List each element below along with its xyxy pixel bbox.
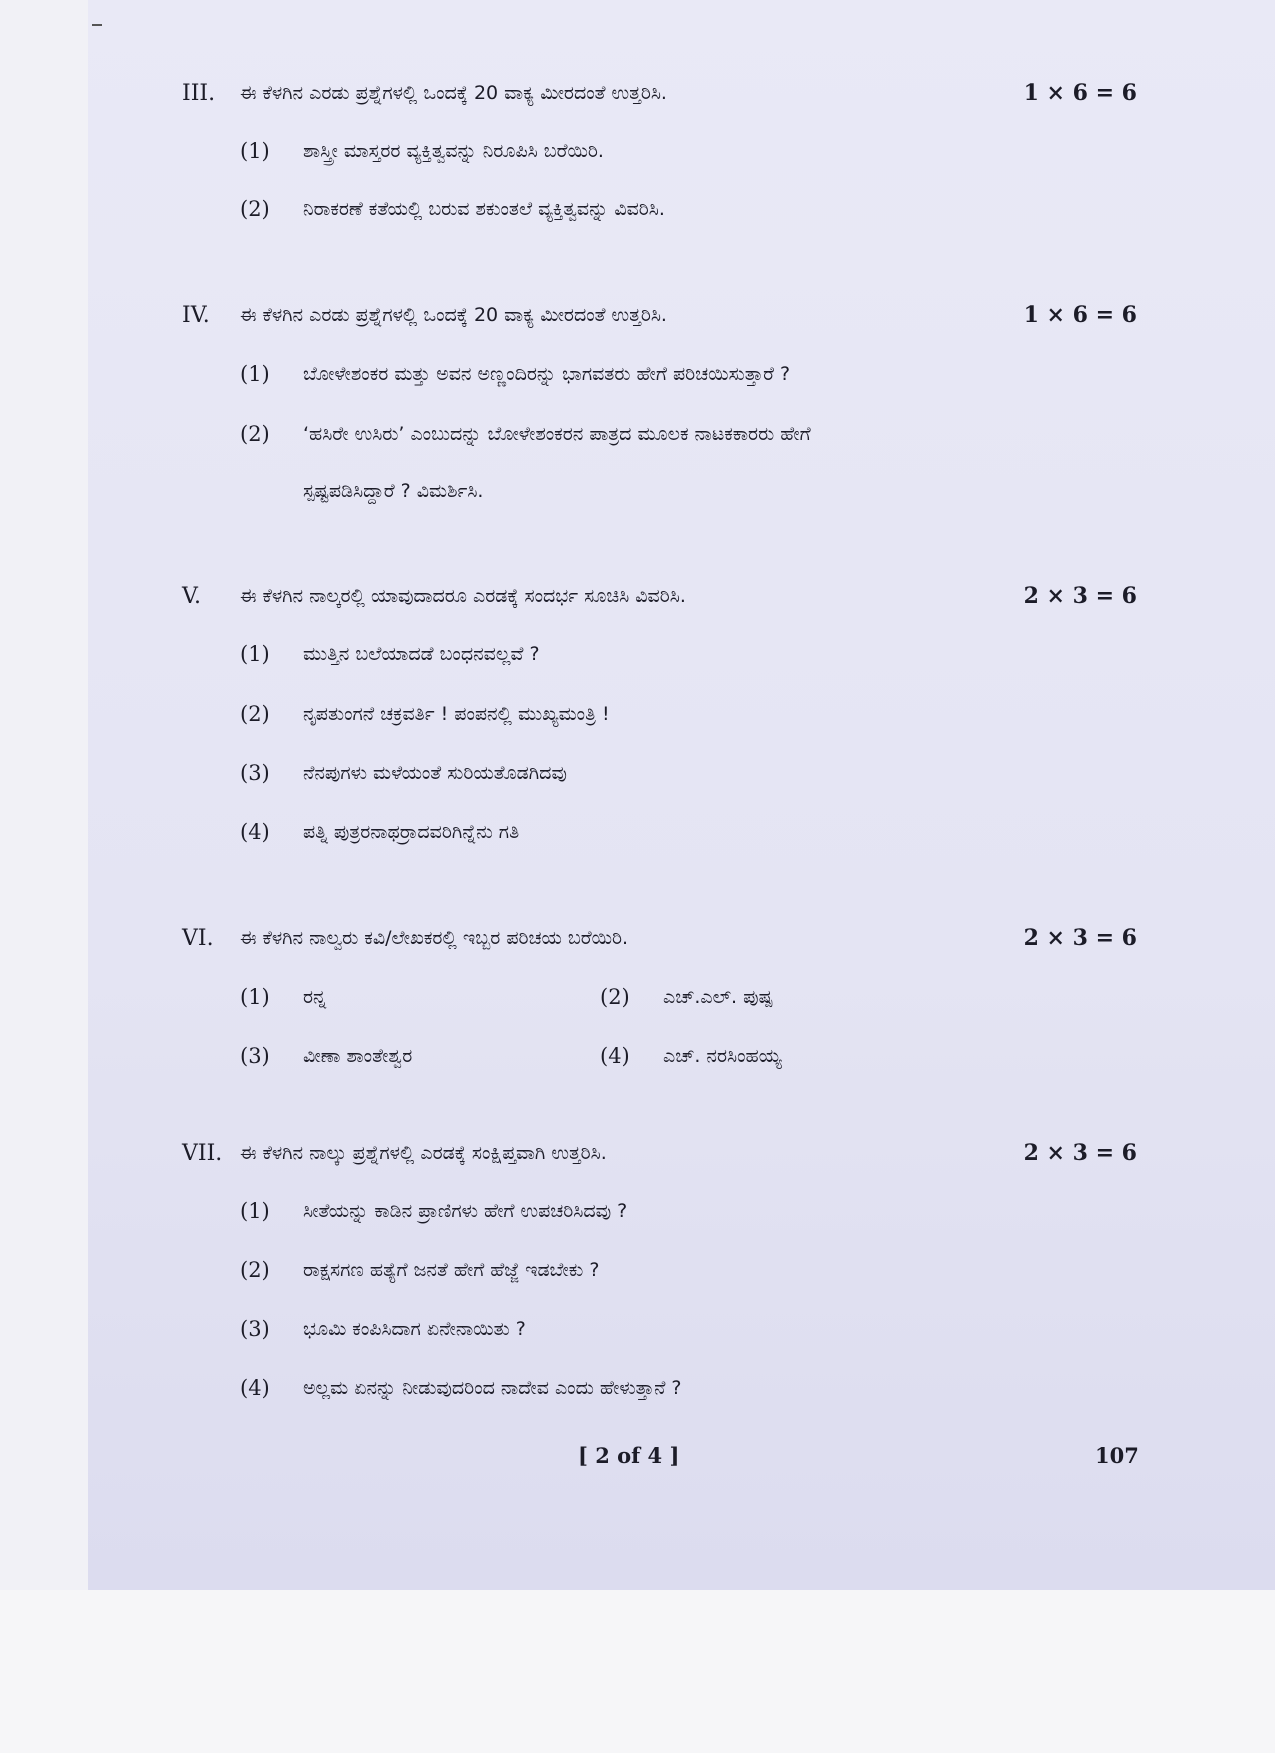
section-number: IV.: [182, 302, 210, 328]
question-number: (3): [240, 1317, 270, 1341]
question-number: (1): [240, 642, 270, 666]
question-item: [240, 191, 665, 227]
question-item: [240, 1252, 599, 1288]
question-item: [240, 814, 519, 850]
author-name: ಎಚ್.ಎಲ್. ಪುಷ್ಪ: [663, 986, 773, 1008]
question-text: ಅಲ್ಲಮ ಏನನ್ನು ನೀಡುವುದರಿಂದ ನಾದೇವ ಎಂದು ಹೇಳುತ್ತಾನೆ ?: [303, 1377, 682, 1399]
author-name: ವೀಣಾ ಶಾಂತೇಶ್ವರ: [303, 1045, 413, 1067]
section-iv-header: [182, 297, 1137, 333]
question-item: [240, 1193, 627, 1229]
section-v-header: [182, 578, 1137, 614]
section-marks: 1 × 6 = 6: [1023, 80, 1137, 106]
question-item: [240, 979, 326, 1015]
exam-page: [88, 0, 1275, 1590]
question-text: ಬೋಳೇಶಂಕರ ಮತ್ತು ಅವನ ಅಣ್ಣಂದಿರನ್ನು ಭಾಗವತರು ಹೇಗೆ ಪರಿಚಯಿಸುತ್ತಾರೆ ?: [303, 363, 791, 385]
question-number: (4): [600, 1044, 630, 1068]
section-instruction: ಈ ಕೆಳಗಿನ ನಾಲ್ಕರಲ್ಲಿ ಯಾವುದಾದರೂ ಎರಡಕ್ಕೆ ಸಂದರ್ಭ ಸೂಚಿಸಿ ವಿವರಿಸಿ.: [240, 585, 686, 607]
section-instruction: ಈ ಕೆಳಗಿನ ಎರಡು ಪ್ರಶ್ನೆಗಳಲ್ಲಿ ಒಂದಕ್ಕೆ 20 ವಾಕ್ಯ ಮೀರದಂತೆ ಉತ್ತರಿಸಿ.: [240, 304, 667, 326]
question-item: [240, 696, 610, 732]
question-text: ಮುತ್ತಿನ ಬಲೆಯಾದಡೆ ಬಂಧನವಲ್ಲವೆ ?: [303, 643, 540, 665]
question-number: (3): [240, 1044, 270, 1068]
question-item: [600, 1038, 782, 1074]
question-item: [600, 979, 773, 1015]
page-number: [ 2 of 4 ]: [578, 1442, 680, 1468]
question-number: (2): [240, 1258, 270, 1282]
section-number: V.: [182, 583, 202, 609]
question-item: [240, 356, 790, 392]
question-text: ನೃಪತುಂಗನೆ ಚಕ್ರವರ್ತಿ ! ಪಂಪನಲ್ಲಿ ಮುಖ್ಯಮಂತ್ರಿ !: [303, 703, 610, 725]
section-number: VI.: [182, 925, 214, 951]
question-number: (4): [240, 820, 270, 844]
question-text: ನಿರಾಕರಣೆ ಕತೆಯಲ್ಲಿ ಬರುವ ಶಕುಂತಲೆ ವ್ಯಕ್ತಿತ್ವವನ್ನು ವಿವರಿಸಿ.: [303, 198, 665, 220]
question-text: ಶಾಸ್ತ್ರೀ ಮಾಸ್ತರರ ವ್ಯಕ್ತಿತ್ವವನ್ನು ನಿರೂಪಿಸಿ ಬರೆಯಿರಿ.: [303, 140, 604, 162]
question-number: (1): [240, 362, 270, 386]
question-text: ನೆನಪುಗಳು ಮಳೆಯಂತೆ ಸುರಿಯತೊಡಗಿದವು: [303, 762, 567, 784]
page-margin-bottom: [0, 1590, 1275, 1753]
question-item: [240, 416, 811, 452]
section-instruction: ಈ ಕೆಳಗಿನ ಎರಡು ಪ್ರಶ್ನೆಗಳಲ್ಲಿ ಒಂದಕ್ಕೆ 20 ವಾಕ್ಯ ಮೀರದಂತೆ ಉತ್ತರಿಸಿ.: [240, 82, 667, 104]
section-instruction: ಈ ಕೆಳಗಿನ ನಾಲ್ವರು ಕವಿ/ಲೇಖಕರಲ್ಲಿ ಇಬ್ಬರ ಪರಿಚಯ ಬರೆಯಿರಿ.: [240, 927, 629, 949]
section-number: III.: [182, 80, 216, 106]
question-number: (1): [240, 985, 270, 1009]
section-marks: 2 × 3 = 6: [1023, 925, 1137, 951]
crop-mark: [92, 24, 102, 26]
question-text: ಪತ್ನಿ ಪುತ್ರರನಾಥರ್ರಾದವರಿಗಿನ್ನೆನು ಗತಿ: [303, 821, 520, 843]
question-item: [240, 133, 604, 169]
question-item: [240, 1038, 412, 1074]
section-marks: 2 × 3 = 6: [1023, 583, 1137, 609]
question-item: [240, 636, 540, 672]
question-number: (2): [600, 985, 630, 1009]
question-item: [240, 755, 567, 791]
question-text: ರಾಕ್ಷಸಗಣ ಹತ್ಯೆಗೆ ಜನತೆ ಹೇಗೆ ಹೆಜ್ಜೆ ಇಡಬೇಕು ?: [303, 1259, 600, 1281]
question-number: (2): [240, 702, 270, 726]
question-number: (2): [240, 197, 270, 221]
section-instruction: ಈ ಕೆಳಗಿನ ನಾಲ್ಕು ಪ್ರಶ್ನೆಗಳಲ್ಲಿ ಎರಡಕ್ಕೆ ಸಂಕ್ಷಿಪ್ತವಾಗಿ ಉತ್ತರಿಸಿ.: [240, 1142, 607, 1164]
section-iii-header: [182, 75, 1137, 111]
section-marks: 1 × 6 = 6: [1023, 302, 1137, 328]
question-number: (2): [240, 422, 270, 446]
section-number: VII.: [182, 1140, 223, 1166]
question-text-continued: ಸ್ಪಷ್ಟಪಡಿಸಿದ್ದಾರೆ ? ವಿಮರ್ಶಿಸಿ.: [303, 480, 484, 502]
question-text: ಭೂಮಿ ಕಂಪಿಸಿದಾಗ ಏನೇನಾಯಿತು ?: [303, 1318, 526, 1340]
question-continuation: [303, 473, 483, 509]
paper-code: 107: [1095, 1442, 1139, 1468]
question-text: ‘ಹಸಿರೇ ಉಸಿರು’ ಎಂಬುದನ್ನು ಬೋಳೇಶಂಕರನ ಪಾತ್ರದ ಮೂಲಕ ನಾಟಕಕಾರರು ಹೇಗೆ: [303, 423, 811, 445]
section-vi-header: [182, 920, 1137, 956]
question-text: ಸೀತೆಯನ್ನು ಕಾಡಿನ ಪ್ರಾಣಿಗಳು ಹೇಗೆ ಉಪಚರಿಸಿದವು ?: [303, 1200, 628, 1222]
question-item: [240, 1370, 682, 1406]
section-marks: 2 × 3 = 6: [1023, 1140, 1137, 1166]
section-vii-header: [182, 1135, 1137, 1171]
question-number: (1): [240, 139, 270, 163]
author-name: ಎಚ್. ನರಸಿಂಹಯ್ಯ: [663, 1045, 782, 1067]
question-item: [240, 1311, 526, 1347]
question-number: (1): [240, 1199, 270, 1223]
author-name: ರನ್ನ: [303, 986, 327, 1008]
question-number: (3): [240, 761, 270, 785]
question-number: (4): [240, 1376, 270, 1400]
